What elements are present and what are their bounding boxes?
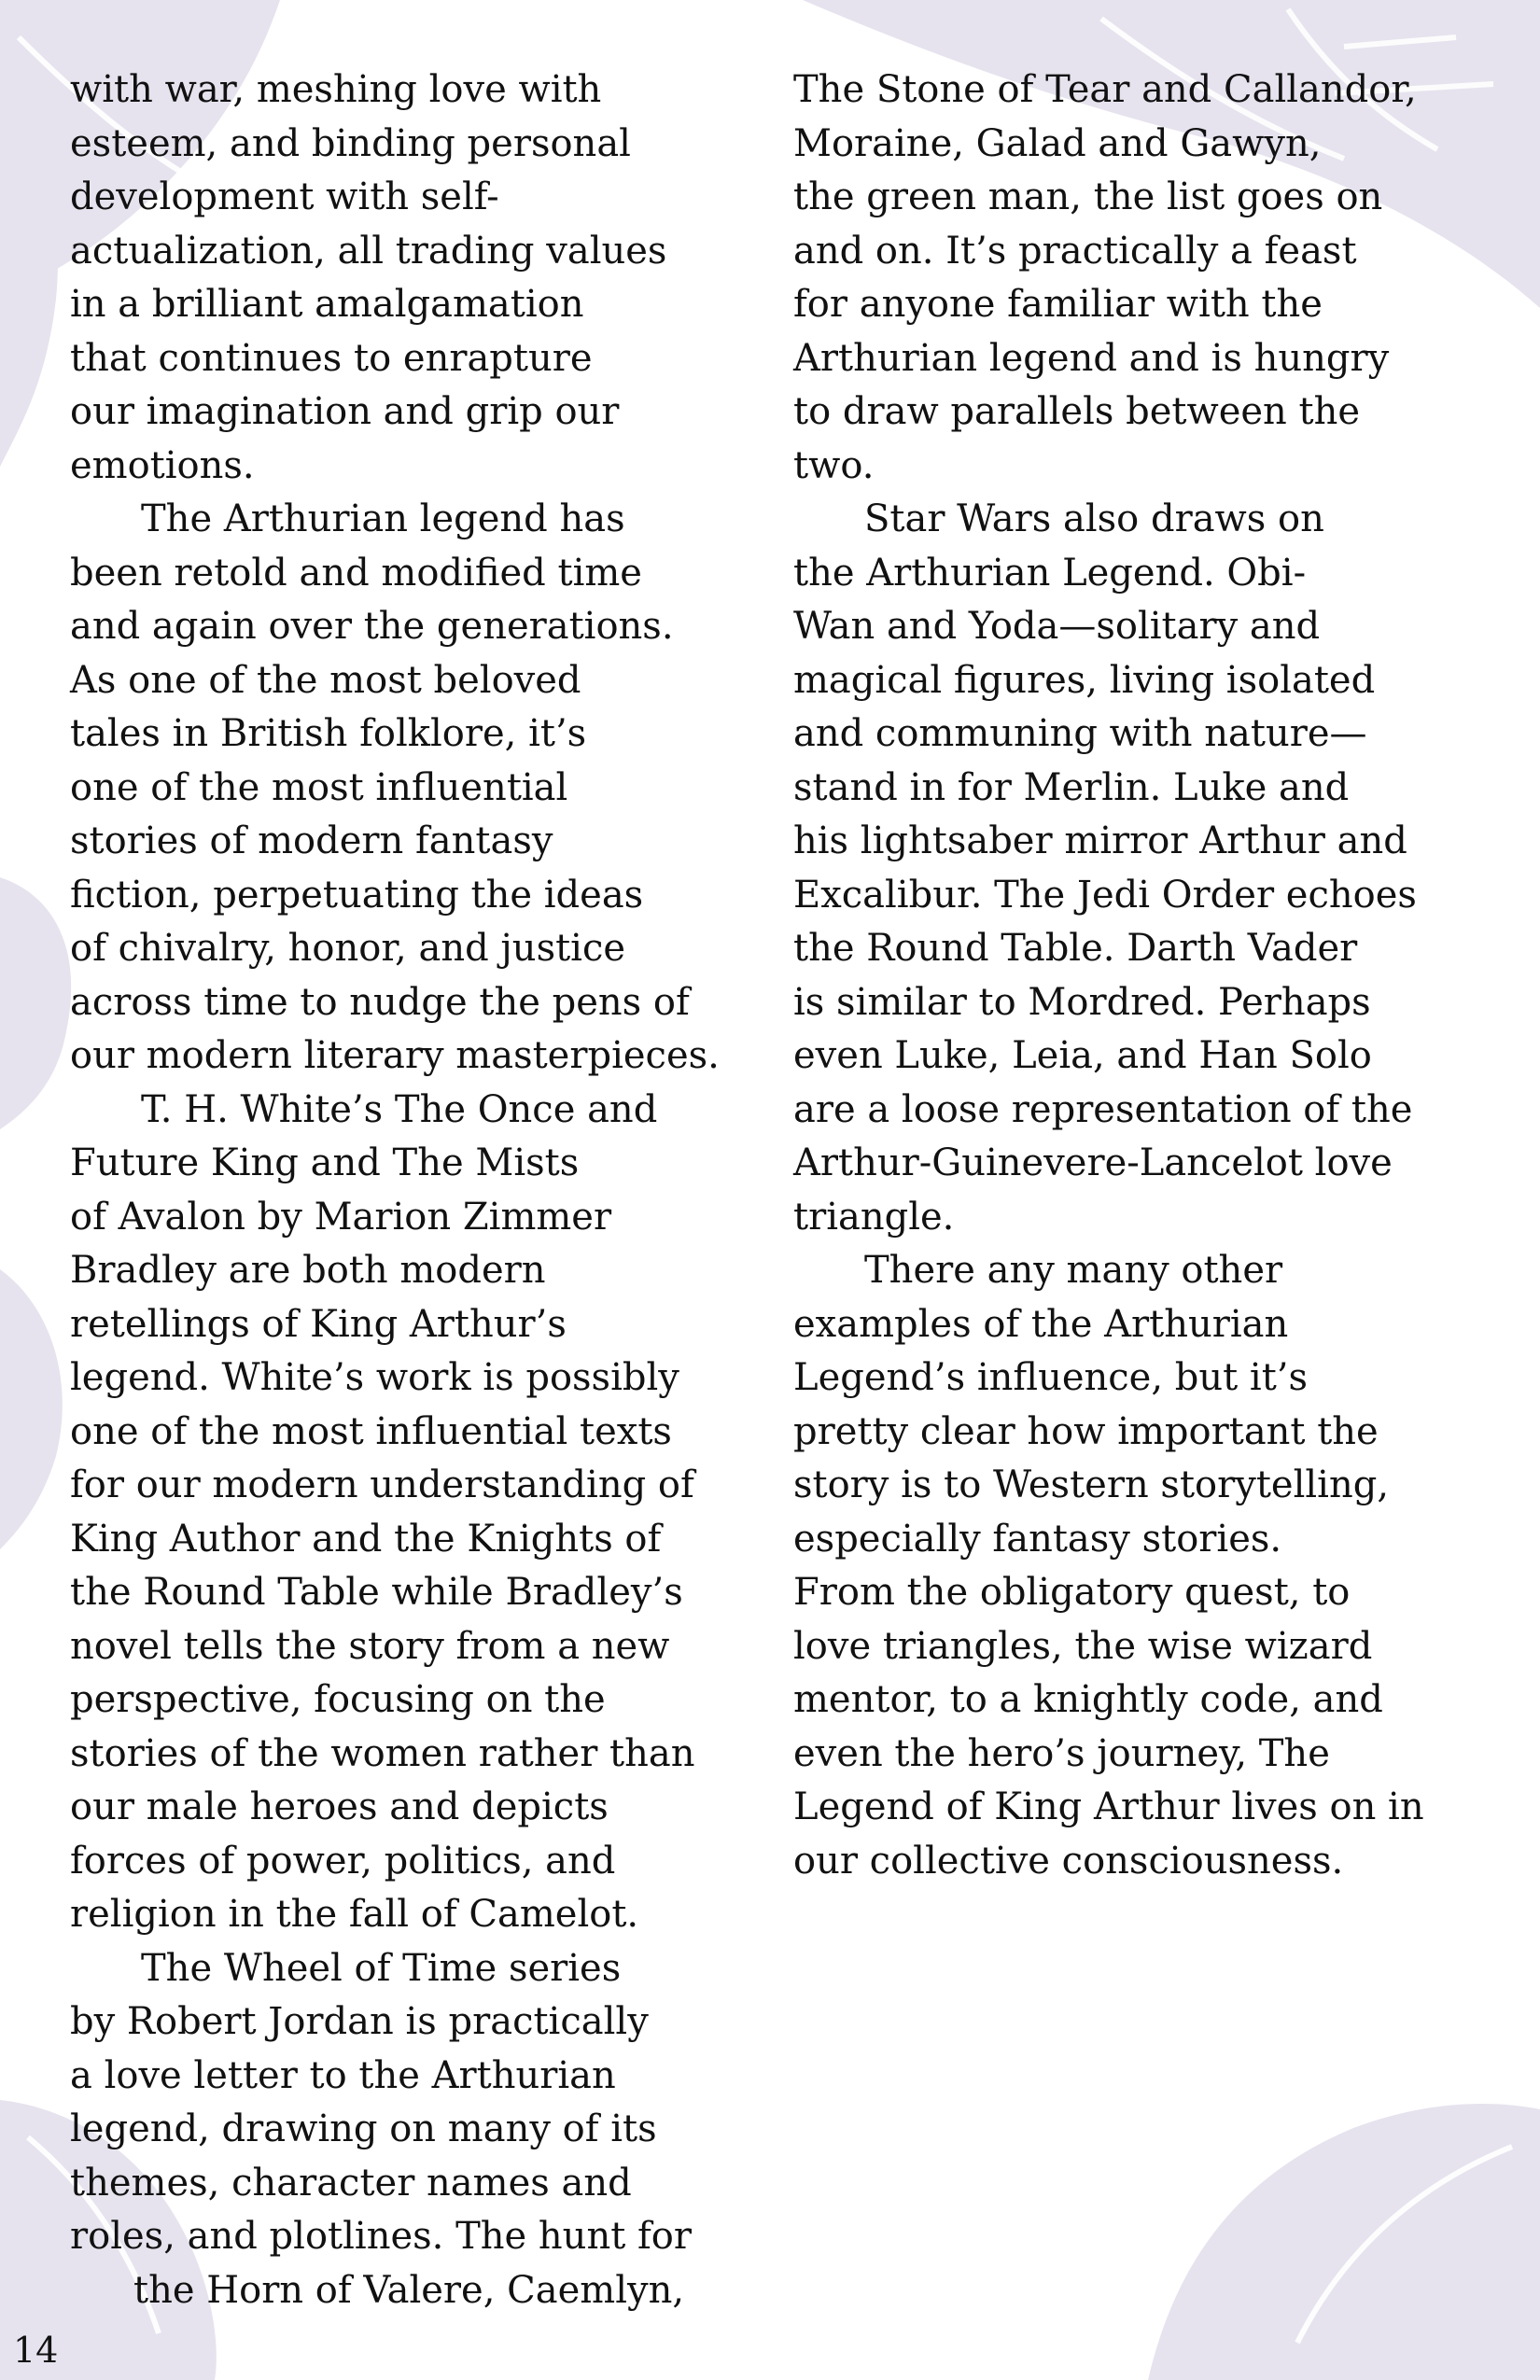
leaf-shape-left-mid	[0, 877, 71, 1129]
text-line: As one of the most beloved	[70, 658, 581, 702]
text-line: From the obligatory quest, to	[793, 1571, 1351, 1614]
text-line: religion in the fall of Camelot.	[70, 1893, 639, 1936]
text-line: legend, drawing on many of its	[70, 2107, 657, 2150]
text-line: the Round Table while Bradley’s	[70, 1571, 683, 1614]
text-line: Arthurian legend and is hungry	[793, 336, 1390, 380]
right-text-column	[793, 63, 1475, 1888]
text-line: our imagination and grip our	[70, 390, 620, 433]
text-line: especially fantasy stories.	[793, 1517, 1282, 1561]
text-line: two.	[793, 443, 875, 487]
paragraph-start-line: Star Wars also draws on	[864, 497, 1324, 540]
text-line: perspective, focusing on the	[70, 1678, 606, 1721]
leaf-shape-bottom-right	[1148, 2104, 1540, 2380]
text-line: story is to Western storytelling,	[793, 1463, 1390, 1506]
text-line: for anyone familiar with the	[793, 283, 1323, 326]
paragraph-start-line: T. H. White’s The Once and	[141, 1087, 658, 1131]
text-line: even the hero’s journey, The	[793, 1731, 1330, 1775]
text-line: development with self-	[70, 175, 499, 218]
text-line: Excalibur. The Jedi Order echoes	[793, 873, 1417, 917]
left-text-column	[70, 63, 761, 2317]
text-line: pretty clear how important the	[793, 1409, 1379, 1453]
text-line: that continues to enrapture	[70, 336, 593, 380]
text-line: Future King and The Mists	[70, 1141, 580, 1184]
text-line: one of the most influential	[70, 765, 568, 809]
text-line: is similar to Mordred. Perhaps	[793, 980, 1371, 1024]
text-line: with war, meshing love with	[70, 68, 602, 111]
text-line: of Avalon by Marion Zimmer	[70, 1195, 612, 1239]
text-line: stories of the women rather than	[70, 1731, 695, 1775]
text-line: Arthur-Guinevere-Lancelot love	[793, 1141, 1393, 1184]
text-line: legend. White’s work is possibly	[70, 1356, 679, 1399]
text-line: fiction, perpetuating the ideas	[70, 873, 644, 917]
text-line: our male heroes and depicts	[70, 1785, 609, 1828]
text-line: King Author and the Knights of	[70, 1517, 662, 1561]
text-line: Wan and Yoda—solitary and	[793, 605, 1321, 648]
text-line: examples of the Arthurian	[793, 1302, 1289, 1346]
text-line: themes, character names and	[70, 2161, 632, 2205]
text-line: and communing with nature—	[793, 712, 1367, 755]
text-line: The Stone of Tear and Callandor,	[793, 68, 1417, 111]
text-line: and on. It’s practically a feast	[793, 229, 1357, 273]
text-line: Moraine, Galad and Gawyn,	[793, 121, 1322, 165]
leaf-shape-left-lower	[0, 1269, 63, 1549]
text-line: our collective consciousness.	[793, 1839, 1344, 1883]
page-number: 14	[13, 2330, 59, 2371]
text-line: esteem, and binding personal	[70, 121, 631, 165]
text-line-indented: the Horn of Valere, Caemlyn,	[133, 2268, 685, 2312]
text-line: and again over the generations.	[70, 605, 674, 648]
text-line: across time to nudge the pens of	[70, 980, 690, 1024]
text-line: stories of modern fantasy	[70, 819, 553, 862]
text-line: are a loose representation of the	[793, 1087, 1413, 1131]
text-line: tales in British folklore, it’s	[70, 712, 587, 755]
text-line: even Luke, Leia, and Han Solo	[793, 1034, 1372, 1077]
text-line: Bradley are both modern	[70, 1249, 546, 1292]
text-line: stand in for Merlin. Luke and	[793, 765, 1350, 809]
text-line: in a brilliant amalgamation	[70, 283, 584, 326]
paragraph-start-line: The Arthurian legend has	[141, 497, 625, 540]
text-line: Legend of King Arthur lives on in	[793, 1785, 1424, 1828]
text-line: magical figures, living isolated	[793, 658, 1376, 702]
paragraph-start-line: There any many other	[864, 1249, 1283, 1292]
text-line: been retold and modified time	[70, 551, 642, 595]
paragraph-start-line: The Wheel of Time series	[141, 1946, 622, 1990]
text-line: roles, and plotlines. The hunt for	[70, 2215, 692, 2258]
text-line: love triangles, the wise wizard	[793, 1624, 1373, 1668]
text-line: forces of power, politics, and	[70, 1839, 616, 1883]
text-line: actualization, all trading values	[70, 229, 667, 273]
text-line: triangle.	[793, 1195, 955, 1239]
text-line: mentor, to a knightly code, and	[793, 1678, 1383, 1721]
text-line: the Arthurian Legend. Obi-	[793, 551, 1307, 595]
text-line: by Robert Jordan is practically	[70, 2000, 649, 2043]
text-line: one of the most influential texts	[70, 1409, 672, 1453]
text-line: retellings of King Arthur’s	[70, 1302, 567, 1346]
text-line: our modern literary masterpieces.	[70, 1034, 720, 1077]
text-line: Legend’s influence, but it’s	[793, 1356, 1309, 1399]
text-line: novel tells the story from a new	[70, 1624, 670, 1668]
text-line: emotions.	[70, 443, 255, 487]
text-line: the Round Table. Darth Vader	[793, 927, 1358, 970]
text-line: his lightsaber mirror Arthur and	[793, 819, 1407, 862]
text-line: to draw parallels between the	[793, 390, 1361, 433]
text-line: the green man, the list goes on	[793, 175, 1383, 218]
text-line: for our modern understanding of	[70, 1463, 694, 1506]
text-line: of chivalry, honor, and justice	[70, 927, 626, 970]
text-line: a love letter to the Arthurian	[70, 2053, 616, 2097]
